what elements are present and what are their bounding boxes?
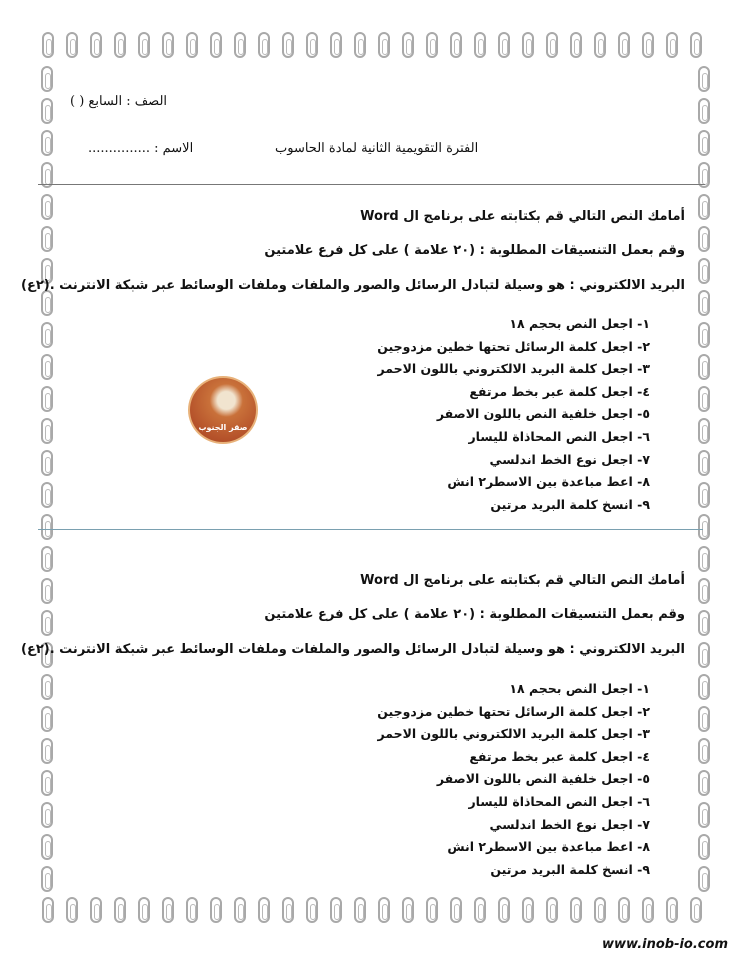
list-item: ٨- اعط مباعدة بين الاسطر٢ انش — [447, 839, 650, 855]
paperclip-icon — [698, 322, 710, 348]
paperclip-icon — [450, 32, 462, 58]
paperclip-icon — [594, 897, 606, 923]
list-item: ١- اجعل النص بحجم ١٨ — [509, 316, 650, 331]
paperclip-icon — [698, 66, 710, 92]
paperclip-icon — [698, 226, 710, 252]
paperclip-icon — [41, 802, 53, 828]
paperclip-icon — [570, 897, 582, 923]
paperclip-icon — [66, 32, 78, 58]
task-list — [377, 678, 650, 881]
paperclip-icon — [234, 897, 246, 923]
paperclip-icon — [498, 897, 510, 923]
paperclip-icon — [402, 897, 414, 923]
paperclip-icon — [114, 897, 126, 923]
paperclip-icon — [642, 32, 654, 58]
paperclip-icon — [698, 130, 710, 156]
footer-url: www.inob-io.com — [602, 937, 728, 952]
paperclip-icon — [41, 130, 53, 156]
paperclip-icon — [41, 290, 53, 316]
logo — [188, 376, 258, 444]
paperclip-icon — [666, 32, 678, 58]
paperclip-icon — [450, 897, 462, 923]
paperclip-icon — [690, 897, 702, 923]
paperclip-icon — [41, 674, 53, 700]
paperclip-icon — [42, 897, 54, 923]
paperclip-icon — [41, 450, 53, 476]
paperclip-icon — [698, 546, 710, 572]
paperclip-icon — [618, 32, 630, 58]
question-intro: أمامك النص التالي قم بكتابته على برنامج ال Word — [360, 209, 685, 224]
question-intro: أمامك النص التالي قم بكتابته على برنامج ال Word — [360, 573, 685, 588]
paperclip-icon — [41, 578, 53, 604]
paperclip-icon — [426, 32, 438, 58]
paperclip-icon — [330, 32, 342, 58]
paperclip-icon — [41, 514, 53, 540]
list-item: ٤- اجعل كلمة عبر بخط مرتفع — [469, 748, 650, 764]
paperclip-icon — [282, 32, 294, 58]
paperclip-icon — [41, 482, 53, 508]
paperclip-icon — [330, 897, 342, 923]
list-item: ٣- اجعل كلمة البريد الالكتروني باللون الاحمر — [377, 726, 650, 742]
paperclip-icon — [354, 897, 366, 923]
list-item: ٢- اجعل كلمة الرسائل تحتها خطين مزدوجين — [377, 703, 650, 719]
list-item: ٢- اجعل كلمة الرسائل تحتها خطين مزدوجين — [377, 338, 650, 354]
paperclip-icon — [138, 897, 150, 923]
logo-text: صقر الجنوب — [198, 423, 248, 432]
paperclip-icon — [698, 354, 710, 380]
paperclip-icon — [258, 897, 270, 923]
paperclip-icon — [522, 897, 534, 923]
list-item: ٩- انسخ كلمة البريد مرتين — [490, 496, 650, 512]
paperclip-icon — [354, 32, 366, 58]
paperclip-icon — [42, 32, 54, 58]
paperclip-icon — [41, 738, 53, 764]
paperclip-icon — [90, 32, 102, 58]
paperclip-icon — [698, 834, 710, 860]
divider — [38, 529, 703, 530]
paperclip-icon — [474, 32, 486, 58]
paperclip-icon — [698, 610, 710, 636]
list-item: ١- اجعل النص بحجم ١٨ — [509, 681, 650, 696]
paperclip-icon — [426, 897, 438, 923]
paperclip-icon — [474, 897, 486, 923]
paperclip-icon — [234, 32, 246, 58]
list-item: ٤- اجعل كلمة عبر بخط مرتفع — [469, 383, 650, 399]
list-item: ٧- اجعل نوع الخط اندلسي — [489, 451, 650, 467]
paperclip-icon — [698, 450, 710, 476]
paperclip-icon — [618, 897, 630, 923]
paperclip-icon — [698, 98, 710, 124]
paperclip-icon — [698, 674, 710, 700]
paperclip-icon — [41, 866, 53, 892]
paperclip-icon — [498, 32, 510, 58]
paperclip-icon — [41, 66, 53, 92]
paperclip-icon — [698, 194, 710, 220]
paperclip-icon — [546, 897, 558, 923]
paperclip-icon — [186, 32, 198, 58]
paperclip-icon — [698, 738, 710, 764]
question-text: البريد الالكتروني : هو وسيلة لتبادل الرسائل والصور والملفات وملفات الوسائط عبر شبكة الانترنت .(٢ع) — [21, 642, 685, 657]
paperclip-icon — [306, 897, 318, 923]
paperclip-icon — [698, 418, 710, 444]
paperclip-icon — [186, 897, 198, 923]
paperclip-icon — [698, 482, 710, 508]
paperclip-icon — [90, 897, 102, 923]
list-item: ٩- انسخ كلمة البريد مرتين — [490, 861, 650, 877]
divider — [38, 184, 705, 185]
paperclip-icon — [41, 98, 53, 124]
question-instructions: وقم بعمل التنسيقات المطلوبة : (٢٠ علامة ) على كل فرع علامتين — [264, 607, 685, 622]
paperclip-icon — [41, 770, 53, 796]
paperclip-icon — [41, 386, 53, 412]
list-item: ٧- اجعل نوع الخط اندلسي — [489, 816, 650, 832]
paperclip-icon — [66, 897, 78, 923]
paperclip-icon — [41, 194, 53, 220]
paperclip-icon — [698, 770, 710, 796]
list-item: ٥- اجعل خلفية النص باللون الاصفر — [436, 771, 650, 787]
paperclip-icon — [210, 32, 222, 58]
paperclip-icon — [546, 32, 558, 58]
paperclip-icon — [210, 897, 222, 923]
paperclip-icon — [378, 32, 390, 58]
paperclip-icon — [594, 32, 606, 58]
paperclip-icon — [138, 32, 150, 58]
paperclip-icon — [41, 706, 53, 732]
paperclip-icon — [698, 866, 710, 892]
question-text: البريد الالكتروني : هو وسيلة لتبادل الرسائل والصور والملفات وملفات الوسائط عبر شبكة الانترنت .(٢ع) — [21, 278, 685, 293]
paperclip-icon — [41, 418, 53, 444]
question-instructions: وقم بعمل التنسيقات المطلوبة : (٢٠ علامة ) على كل فرع علامتين — [264, 243, 685, 258]
paperclip-icon — [690, 32, 702, 58]
paperclip-icon — [114, 32, 126, 58]
paperclip-icon — [41, 834, 53, 860]
paperclip-icon — [258, 32, 270, 58]
paperclip-icon — [306, 32, 318, 58]
paperclip-icon — [41, 546, 53, 572]
list-item: ٣- اجعل كلمة البريد الالكتروني باللون الاحمر — [377, 361, 650, 377]
paperclip-icon — [698, 706, 710, 732]
paperclip-icon — [162, 897, 174, 923]
paperclip-icon — [698, 386, 710, 412]
list-item: ٨- اعط مباعدة بين الاسطر٢ انش — [447, 474, 650, 490]
paperclip-icon — [666, 897, 678, 923]
paperclip-icon — [698, 802, 710, 828]
paperclip-icon — [698, 578, 710, 604]
paperclip-icon — [41, 226, 53, 252]
paperclip-icon — [698, 258, 710, 284]
paperclip-icon — [378, 897, 390, 923]
paperclip-icon — [41, 322, 53, 348]
paperclip-icon — [698, 290, 710, 316]
paperclip-icon — [162, 32, 174, 58]
paperclip-icon — [698, 514, 710, 540]
paperclip-icon — [642, 897, 654, 923]
period-title: الفترة التقويمية الثانية لمادة الحاسوب — [275, 141, 479, 156]
paperclip-icon — [41, 610, 53, 636]
paperclip-icon — [41, 354, 53, 380]
list-item: ٦- اجعل النص المحاذاة لليسار — [468, 428, 650, 444]
paperclip-icon — [698, 642, 710, 668]
paperclip-icon — [570, 32, 582, 58]
task-list — [377, 313, 650, 516]
list-item: ٥- اجعل خلفية النص باللون الاصفر — [436, 406, 650, 422]
list-item: ٦- اجعل النص المحاذاة لليسار — [468, 793, 650, 809]
paperclip-icon — [522, 32, 534, 58]
class-label: الصف : السابع ( ) — [70, 94, 168, 109]
name-field-label: الاسم : ............... — [88, 141, 194, 156]
paperclip-icon — [402, 32, 414, 58]
paperclip-icon — [282, 897, 294, 923]
